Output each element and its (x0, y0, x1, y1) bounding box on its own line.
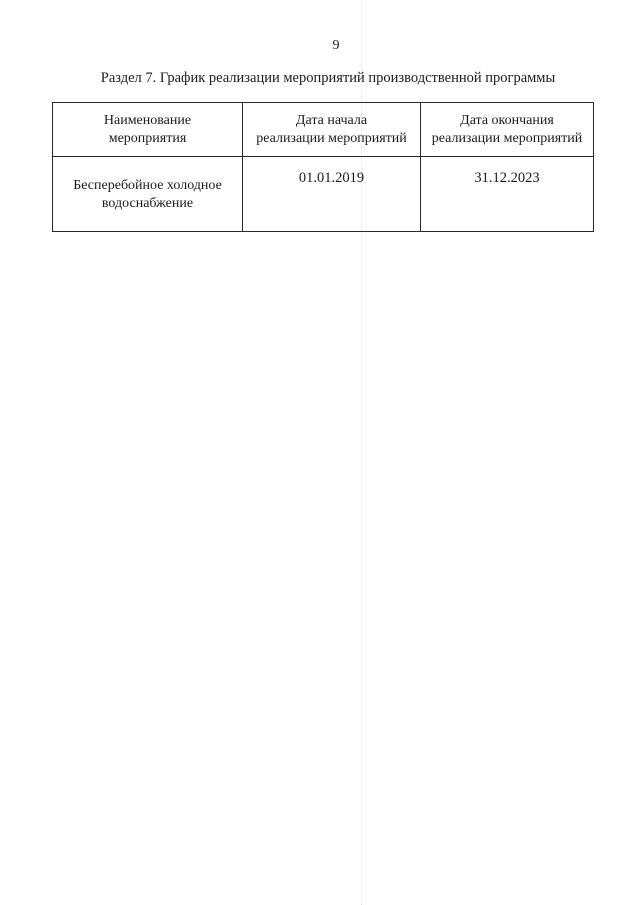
section-title: Раздел 7. График реализации мероприятий производственной программы (100, 70, 556, 86)
header-cell-event-name (53, 103, 243, 157)
header-start-date-label: Дата начала реализации мероприятий (256, 113, 407, 146)
header-cell-start-date (243, 103, 421, 157)
page-number: 9 (332, 38, 340, 53)
event-name: Бесперебойное холодное водоснабжение (73, 178, 222, 211)
row-cell-start-date (243, 157, 421, 231)
header-event-name-label: Наименование мероприятия (103, 113, 192, 146)
header-end-date-label: Дата окончания реализации мероприятий (431, 113, 583, 146)
schedule-table (52, 102, 594, 232)
end-date: 31.12.2023 (474, 170, 540, 186)
start-date: 01.01.2019 (298, 170, 365, 186)
header-cell-end-date (421, 103, 593, 157)
row-cell-event-name (53, 157, 243, 231)
row-cell-end-date (421, 157, 593, 231)
